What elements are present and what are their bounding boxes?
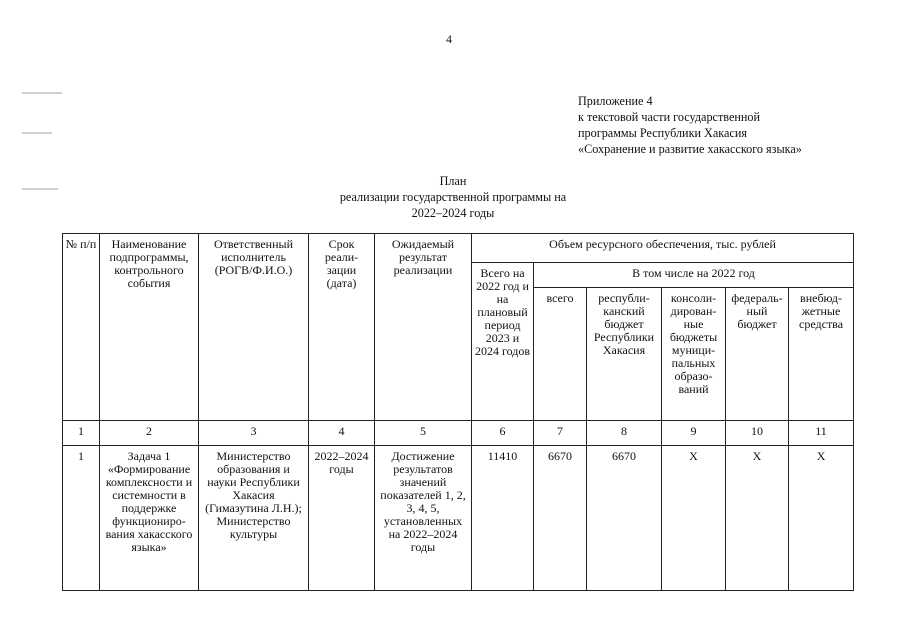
page-number: 4	[446, 32, 452, 46]
header-executor: Ответственный исполнитель (РОГВ/Ф.И.О.)	[199, 234, 309, 421]
cell-result: Достижение результатов значений показателей 1, 2, 3, 4, 5, установленных на 2022–2024 годы	[375, 446, 472, 591]
appendix-line: Приложение 4	[578, 94, 653, 108]
header-name: Наименование подпрограммы, контрольного события	[100, 234, 199, 421]
header-result: Ожидаемый результат реализации	[375, 234, 472, 421]
column-number: 5	[375, 421, 472, 446]
header-num: № п/п	[63, 234, 100, 421]
column-number: 10	[726, 421, 789, 446]
column-number: 1	[63, 421, 100, 446]
column-number-row	[63, 421, 854, 446]
title-line: 2022–2024 годы	[411, 206, 495, 220]
appendix-line: «Сохранение и развитие хакасского языка»	[578, 142, 802, 156]
cell-term: 2022–2024 годы	[309, 446, 375, 591]
column-number: 7	[534, 421, 587, 446]
scan-artifact	[22, 188, 58, 190]
column-number: 3	[199, 421, 309, 446]
cell-federal: X	[726, 446, 789, 591]
cell-extrabudget: X	[789, 446, 854, 591]
scan-artifact	[22, 92, 62, 94]
cell-consolidated: X	[662, 446, 726, 591]
appendix-line: программы Республики Хакасия	[578, 126, 747, 140]
header-republican: республи-канский бюджет Республики Хакасия	[587, 288, 662, 421]
column-number: 4	[309, 421, 375, 446]
column-number: 8	[587, 421, 662, 446]
cell-num: 1	[63, 446, 100, 591]
column-number: 6	[472, 421, 534, 446]
title-line: План	[439, 174, 467, 188]
header-term: Срок реали-зации (дата)	[309, 234, 375, 421]
cell-all: 6670	[534, 446, 587, 591]
appendix-line: к текстовой части государственной	[578, 110, 761, 124]
cell-name: Задача 1 «Формирование комплексности и системности в поддержке функциониро-вания хакасского языка»	[100, 446, 199, 591]
title-line: реализации государственной программы на	[339, 190, 567, 204]
column-number: 2	[100, 421, 199, 446]
appendix-note	[578, 93, 802, 157]
document-title	[304, 173, 602, 221]
cell-executor: Министерство образования и науки Республики Хакасия (Гимазутина Л.Н.); Министерство культуры	[199, 446, 309, 591]
table-row	[63, 446, 854, 591]
header-resources: Объем ресурсного обеспечения, тыс. рублей	[472, 234, 854, 263]
header-in-2022: В том числе на 2022 год	[534, 263, 854, 288]
header-extrabudget: внебюд-жетные средства	[789, 288, 854, 421]
plan-table	[62, 233, 854, 591]
scan-artifact	[22, 132, 52, 134]
header-federal: федераль-ный бюджет	[726, 288, 789, 421]
cell-total: 11410	[472, 446, 534, 591]
header-all: всего	[534, 288, 587, 421]
column-number: 11	[789, 421, 854, 446]
column-number: 9	[662, 421, 726, 446]
header-total: Всего на 2022 год и на плановый период 2023 и 2024 годов	[472, 263, 534, 421]
header-consolidated: консоли-дирован-ные бюджеты муници-пальных образо-ваний	[662, 288, 726, 421]
cell-republican: 6670	[587, 446, 662, 591]
